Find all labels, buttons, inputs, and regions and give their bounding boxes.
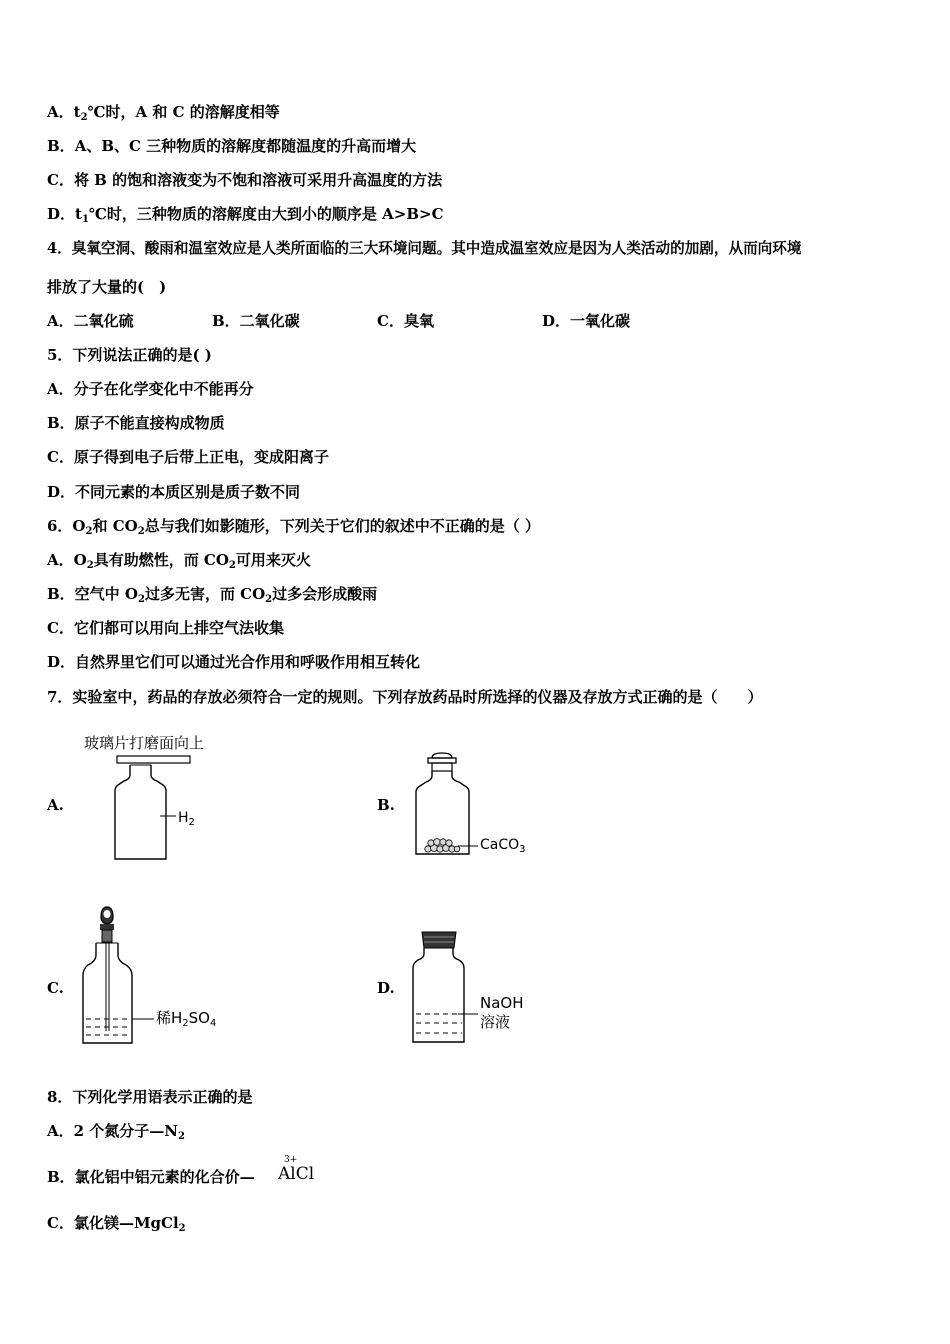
dropper-bottle-illustration: [80, 903, 160, 1048]
q6-option-a: A．$O_2$具有助燃性，而 $CO_2$可用来灭火: [47, 551, 311, 571]
q3-option-d: D．$t_1℃$时，三种物质的溶解度由大到小的顺序是 A>B>C: [47, 205, 444, 225]
q7-stem: 7．实验室中，药品的存放必须符合一定的规则。下列存放药品时所选择的仪器及存放方式正确的是（ ）: [47, 688, 763, 706]
q5-option-d: D．不同元素的本质区别是质子数不同: [47, 483, 301, 501]
rubber-stopper-bottle-illustration: [410, 930, 500, 1050]
q7-d-chem-label-line1: NaOH: [480, 994, 524, 1012]
q5-option-a: A．分子在化学变化中不能再分: [47, 380, 254, 398]
q7-b-chem-label: CaCO$_3$: [480, 837, 526, 855]
q4-option-b: B．二氧化碳: [212, 312, 300, 330]
q8-b-valence: 3+: [284, 1155, 298, 1165]
q7-option-c-label: C.: [47, 979, 64, 997]
q3-option-b: B．A、B、C 三种物质的溶解度都随温度的升高而增大: [47, 137, 417, 155]
q3-option-c: C．将 B 的饱和溶液变为不饱和溶液可采用升高温度的方法: [47, 171, 443, 189]
q8-option-a: A．2 个氮分子$—N_2$: [47, 1122, 185, 1142]
q8-stem: 8．下列化学用语表示正确的是: [47, 1088, 253, 1106]
q7-a-caption: 玻璃片打磨面向上: [84, 734, 205, 752]
q5-option-c: C．原子得到电子后带上正电，变成阳离子: [47, 448, 329, 466]
q7-option-b-label: B.: [377, 796, 395, 814]
q5-option-b: B．原子不能直接构成物质: [47, 414, 225, 432]
q6-option-b: B．空气中 $O_2$过多无害，而 $CO_2$过多会形成酸雨: [47, 585, 378, 605]
q7-option-d-label: D.: [377, 979, 395, 997]
q7-option-a-label: A.: [47, 796, 64, 814]
q4-stem-line1: 4．臭氧空洞、酸雨和温室效应是人类所面临的三大环境问题。其中造成温室效应是因为人类活动的加剧，从而向环境: [47, 240, 802, 257]
q3-option-a: A．$t_2℃$时，A 和 C 的溶解度相等: [47, 103, 280, 123]
q7-c-chem-label: 稀$H_2SO_4$: [156, 1009, 217, 1029]
q4-option-a: A．二氧化硫: [47, 312, 134, 330]
q8-option-b: B．氯化铝中铝元素的化合价—: [47, 1168, 255, 1186]
q7-a-chem-label: $H_2$: [178, 810, 195, 828]
gas-bottle-illustration: [100, 755, 220, 865]
q4-stem-line2: 排放了大量的( ): [47, 278, 167, 296]
q8-option-c: C．氯化镁—MgCl$_2$: [47, 1214, 186, 1234]
q4-option-c: C．臭氧: [377, 312, 434, 330]
q6-option-d: D．自然界里它们可以通过光合作用和呼吸作用相互转化: [47, 653, 421, 671]
q5-stem: 5．下列说法正确的是( ): [47, 346, 212, 364]
q7-d-chem-label-line2: 溶液: [480, 1013, 511, 1031]
q8-b-formula: AlCl: [278, 1164, 315, 1184]
q4-option-d: D．一氧化碳: [542, 312, 631, 330]
q6-stem: 6．$O_2$和 $CO_2$总与我们如影随形，下列关于它们的叙述中不正确的是（ ）: [47, 517, 540, 537]
q6-option-c: C．它们都可以用向上排空气法收集: [47, 619, 284, 637]
